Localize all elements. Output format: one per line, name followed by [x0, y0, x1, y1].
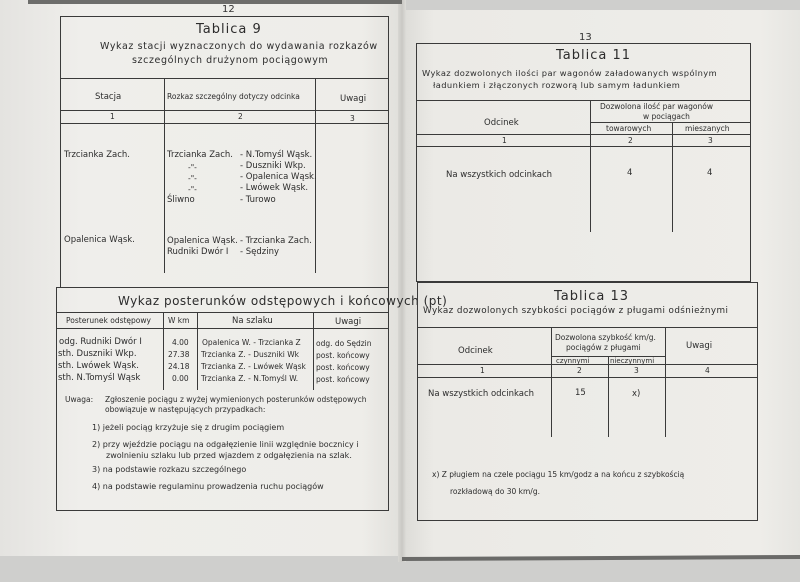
colnum-1: 1 [502, 136, 507, 145]
note-label: Uwaga: [65, 395, 94, 404]
colnum-3: 3 [708, 136, 713, 145]
header-group-2: w pociągach [643, 112, 690, 121]
divider [60, 78, 389, 79]
row-to: - Trzcianka Zach. [240, 236, 312, 246]
column-divider [590, 100, 591, 232]
row-to: - Opalenica Wąsk. [240, 172, 317, 182]
header-odcinek: Odcinek [458, 346, 493, 356]
divider [417, 377, 758, 378]
column-divider [672, 122, 673, 232]
post-uwagi: post. końcowy [316, 351, 370, 360]
divider [416, 146, 751, 147]
header-mieszanych: mieszanych [685, 124, 730, 133]
note-item: 1) jeżeli pociąg krzyżuje się z drugim pociągiem [92, 423, 285, 432]
row-stacja: Opalenica Wąsk. [64, 235, 135, 245]
colnum-3: 3 [634, 366, 639, 375]
post-szlak: Trzcianka Z. - N.Tomyśl W. [201, 374, 299, 383]
page-edge-bottom [402, 555, 800, 561]
post-km: 0.00 [172, 374, 189, 383]
tablica-9-title: Tablica 9 [196, 22, 262, 37]
header-group-2: pociągów z pługami [566, 343, 641, 352]
header-group-1: Dozwolona szybkość km/g. [555, 333, 656, 342]
divider [60, 110, 389, 111]
post-km: 24.18 [168, 362, 190, 371]
post-szlak: Trzcianka Z. - Duszniki Wk [201, 350, 300, 359]
colnum-1: 1 [480, 366, 485, 375]
footnote-line-2: rozkładową do 30 km/g. [450, 487, 540, 496]
header-km: W km [168, 316, 190, 325]
row-to: - Turowo [240, 195, 276, 205]
note-line-1: Zgłoszenie pociągu z wyżej wymienionych posterunków odstępowych [105, 395, 367, 404]
colnum-2: 2 [238, 112, 243, 121]
row-to: - Sędziny [240, 247, 280, 257]
row-nieczynnymi: x) [632, 389, 641, 399]
row-mieszanych: 4 [707, 168, 713, 178]
column-divider [608, 356, 609, 437]
tablica-13-title: Tablica 13 [554, 289, 630, 304]
post-km: 27.38 [168, 350, 190, 359]
row-from: Rudniki Dwór I [167, 247, 229, 257]
colnum-1: 1 [110, 112, 115, 121]
header-uwagi: Uwagi [686, 341, 713, 351]
post-uwagi: odg. do Sędzin [316, 339, 372, 348]
row-from: -"- [188, 163, 197, 172]
divider [590, 122, 751, 123]
footnote-line-1: x) Z pługiem na czele pociągu 15 km/godz a na końcu z szybkością [432, 470, 685, 479]
post-szlak: Trzcianka Z. - Lwówek Wąsk [201, 362, 306, 371]
header-odcinek: Odcinek [484, 118, 519, 128]
page-number-left: 12 [222, 4, 235, 15]
divider [416, 134, 751, 135]
header-uwagi: Uwagi [335, 317, 362, 327]
header-group-1: Dozwolona ilość par wagonów [600, 102, 713, 111]
post-row: odg. Rudniki Dwór I [59, 337, 142, 347]
divider [417, 327, 758, 328]
row-from: -"- [188, 185, 197, 194]
header-stacja: Stacja [95, 92, 122, 102]
tablica-13-subtitle: Wykaz dozwolonych szybkości pociągów z pługami odśnieżnymi [423, 306, 729, 316]
column-divider [197, 312, 198, 390]
colnum-4: 4 [705, 366, 710, 375]
post-row: sth. N.Tomyśl Wąsk [58, 373, 141, 383]
post-row: sth. Lwówek Wąsk. [58, 361, 139, 371]
row-stacja: Trzcianka Zach. [64, 150, 131, 160]
row-from: Opalenica Wąsk. [167, 236, 238, 246]
note-item: zwolnieniu szlaku lub przed wjazdem z odgałęzienia na szlak. [106, 451, 352, 460]
post-km: 4.00 [172, 338, 189, 347]
colnum-2: 2 [577, 366, 582, 375]
row-from: Trzcianka Zach. [167, 150, 234, 160]
row-to: - Duszniki Wkp. [240, 161, 306, 171]
post-row: sth. Duszniki Wkp. [58, 349, 137, 359]
posterunki-title: Wykaz posterunków odstępowych i końcowych (pt) [118, 294, 448, 308]
row-to: - Lwówek Wąsk. [240, 183, 309, 193]
post-uwagi: post. końcowy [316, 375, 370, 384]
note-item: 3) na podstawie rozkazu szczególnego [92, 465, 247, 474]
row-from: Śliwno [167, 195, 195, 205]
row-towarowych: 4 [627, 168, 633, 178]
divider [56, 312, 389, 313]
column-divider [163, 312, 164, 390]
row-to: - N.Tomyśl Wąsk. [240, 150, 313, 160]
tablica-11-title: Tablica 11 [556, 48, 632, 63]
divider [60, 123, 389, 124]
tablica-11-subtitle-2: ładunkiem i złączonych rozworą lub samym ładunkiem [433, 80, 681, 90]
header-towarowych: towarowych [606, 124, 652, 133]
row-czynnymi: 15 [575, 388, 586, 398]
post-uwagi: post. końcowy [316, 363, 370, 372]
column-divider [551, 327, 552, 437]
header-uwagi: Uwagi [340, 94, 367, 104]
header-rozkaz: Rozkaz szczególny dotyczy odcinka [167, 92, 300, 101]
row-odcinek: Na wszystkich odcinkach [428, 389, 535, 399]
tablica-11 [416, 43, 751, 282]
tablica-9-subtitle-2: szczególnych drużynom pociągowym [132, 55, 329, 66]
header-szlak: Na szlaku [232, 316, 273, 326]
book-gutter [398, 0, 406, 562]
header-czynnymi: czynnymi [556, 357, 590, 365]
post-szlak: Opalenica W. - Trzcianka Z [202, 338, 301, 347]
colnum-2: 2 [628, 136, 633, 145]
tablica-11-subtitle-1: Wykaz dozwolonych ilości par wagonów załadowanych wspólnym [422, 68, 718, 78]
column-divider [313, 312, 314, 390]
colnum-3: 3 [350, 114, 355, 123]
row-odcinek: Na wszystkich odcinkach [446, 170, 553, 180]
note-line-2: obowiązuje w następujących przypadkach: [105, 405, 266, 414]
row-from: -"- [188, 174, 197, 183]
header-nieczynnymi: nieczynnymi [610, 357, 655, 365]
note-item: 2) przy wjeździe pociągu na odgałęzienie linii względnie bocznicy i [92, 440, 359, 449]
divider [416, 100, 751, 101]
tablica-13 [417, 282, 758, 521]
page-edge-top [28, 0, 402, 4]
note-item: 4) na podstawie regulaminu prowadzenia ruchu pociągów [92, 482, 324, 491]
header-posterunek: Posterunek odstępowy [66, 316, 151, 325]
page-number-right: 13 [579, 32, 592, 43]
column-divider [665, 327, 666, 437]
tablica-9-subtitle-1: Wykaz stacji wyznaczonych do wydawania rozkazów [100, 41, 378, 52]
divider [56, 328, 389, 329]
column-divider [164, 78, 165, 273]
